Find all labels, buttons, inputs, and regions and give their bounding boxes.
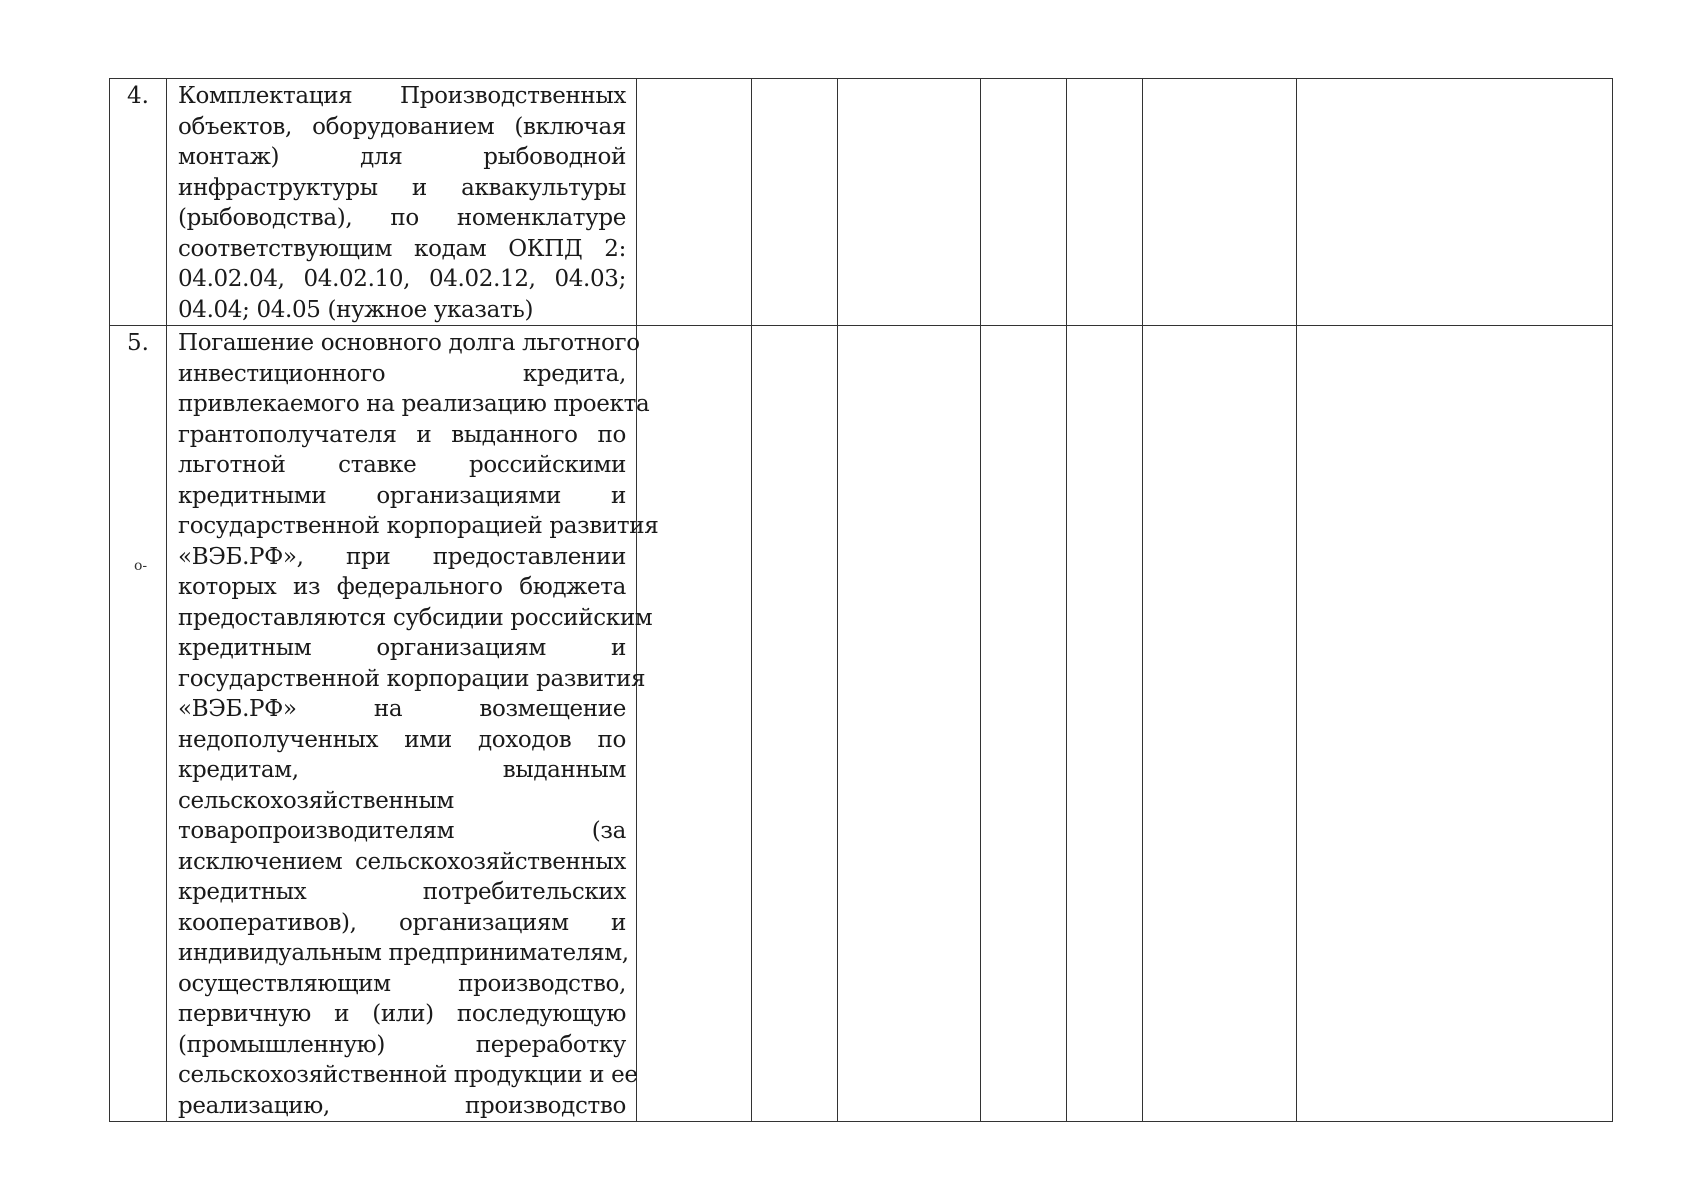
text-line: кредитными организациями и <box>178 482 626 509</box>
text-line: товаропроизводителям (за <box>178 818 626 844</box>
row-description <box>167 326 659 1122</box>
text-line: 04.04; 04.05 (нужное указать) <box>178 296 534 323</box>
empty-cell <box>752 326 838 1122</box>
text-line: объектов, оборудованием (включая <box>178 113 626 140</box>
text-line: исключением сельскохозяйственных <box>178 848 626 875</box>
text-line: которых из федерального бюджета <box>178 574 626 600</box>
empty-cell <box>1067 326 1143 1122</box>
empty-cell <box>838 326 981 1122</box>
text-line: недополученных ими доходов по <box>178 726 626 753</box>
text-line: государственной корпорацией развития <box>178 513 659 539</box>
text-line: монтаж) для рыбоводной <box>178 144 626 170</box>
text-line: (промышленную) переработку <box>178 1031 626 1058</box>
empty-cell <box>752 79 838 326</box>
empty-cell <box>1143 326 1297 1122</box>
text-line: осуществляющим производство, <box>178 970 626 997</box>
empty-cell <box>1143 79 1297 326</box>
text-line: сельскохозяйственной продукции и ее <box>178 1062 638 1088</box>
text-line: соответствующим кодам ОКПД 2: <box>178 235 626 262</box>
text-line: Погашение основного долга льготного <box>178 330 640 356</box>
text-line: сельскохозяйственным <box>178 787 454 814</box>
text-line: инфраструктуры и аквакультуры <box>178 174 626 201</box>
text-line: грантополучателя и выданного по <box>178 421 626 448</box>
text-line: предоставляются субсидии российским <box>178 604 653 631</box>
row-number-cell <box>110 326 167 1122</box>
text-line: (рыбоводства), по номенклатуре <box>178 205 626 231</box>
empty-cell <box>1297 326 1613 1122</box>
text-line: кредитным организациям и <box>178 635 626 661</box>
text-line: государственной корпорации развития <box>178 665 646 692</box>
table-row <box>110 326 1613 1122</box>
table-row <box>110 79 1613 326</box>
row-number: 5. <box>127 330 149 356</box>
empty-cell <box>1297 79 1613 326</box>
text-line: кредитам, выданным <box>178 757 626 783</box>
text-line: кооперативов), организациям и <box>178 909 626 936</box>
text-line: первичную и (или) последующую <box>178 1001 626 1027</box>
document-table <box>109 78 1613 1122</box>
empty-cell <box>981 79 1067 326</box>
row-description <box>167 79 637 326</box>
text-line: кредитных потребительских <box>178 879 626 905</box>
empty-cell <box>838 79 981 326</box>
text-line: реализацию, производство <box>178 1092 626 1119</box>
row-number: 4. <box>110 79 167 326</box>
empty-cell <box>637 79 752 326</box>
empty-cell <box>1067 79 1143 326</box>
text-line: «ВЭБ.РФ», при предоставлении <box>178 543 626 570</box>
text-line: инвестиционного кредита, <box>178 360 626 387</box>
text-line: 04.02.04, 04.02.10, 04.02.12, 04.03; <box>178 266 626 292</box>
text-line: льготной ставке российскими <box>178 452 626 478</box>
text-line: Комплектация Производственных <box>178 83 626 109</box>
text-line: привлекаемого на реализацию проекта <box>178 391 650 417</box>
empty-cell <box>637 326 752 1122</box>
empty-cell <box>981 326 1067 1122</box>
margin-mark: o- <box>134 558 148 574</box>
text-line: «ВЭБ.РФ» на возмещение <box>178 696 626 722</box>
text-line: индивидуальным предпринимателям, <box>178 940 629 966</box>
